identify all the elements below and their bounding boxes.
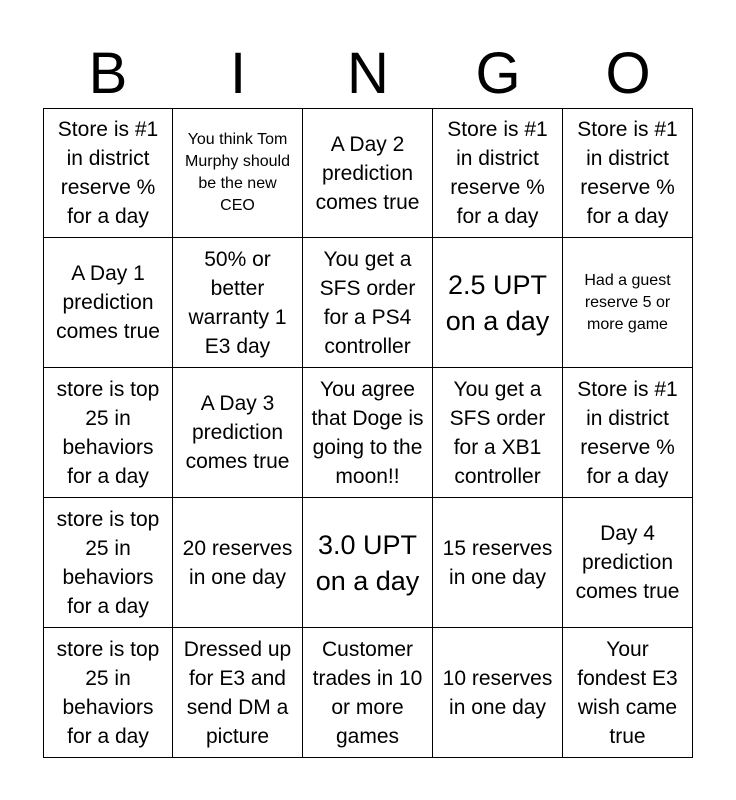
bingo-cell-r2-c3[interactable]: You get a SFS order for a PS4 controller — [303, 238, 433, 368]
bingo-cell-r3-c2[interactable]: A Day 3 prediction comes true — [173, 368, 303, 498]
bingo-cell-r1-c1[interactable]: Store is #1 in district reserve % for a day — [43, 108, 173, 238]
bingo-cell-r4-c5[interactable]: Day 4 prediction comes true — [563, 498, 693, 628]
bingo-board — [43, 108, 693, 758]
bingo-cell-r2-c1[interactable]: A Day 1 prediction comes true — [43, 238, 173, 368]
bingo-cell-r1-c4[interactable]: Store is #1 in district reserve % for a day — [433, 108, 563, 238]
bingo-cell-r4-c2[interactable]: 20 reserves in one day — [173, 498, 303, 628]
bingo-cell-r4-c4[interactable]: 15 reserves in one day — [433, 498, 563, 628]
bingo-cell-r5-c3[interactable]: Customer trades in 10 or more games — [303, 628, 433, 758]
header-letter-n: N — [347, 41, 389, 106]
bingo-cell-r3-c3[interactable]: You agree that Doge is going to the moon!! — [303, 368, 433, 498]
bingo-cell-r3-c4[interactable]: You get a SFS order for a XB1 controller — [433, 368, 563, 498]
bingo-cell-r2-c4[interactable]: 2.5 UPT on a day — [433, 238, 563, 368]
bingo-cell-r1-c5[interactable]: Store is #1 in district reserve % for a day — [563, 108, 693, 238]
bingo-cell-r5-c5[interactable]: Your fondest E3 wish came true — [563, 628, 693, 758]
bingo-cell-r5-c2[interactable]: Dressed up for E3 and send DM a picture — [173, 628, 303, 758]
bingo-header — [43, 40, 693, 108]
bingo-cell-r5-c4[interactable]: 10 reserves in one day — [433, 628, 563, 758]
bingo-cell-r1-c2[interactable]: You think Tom Murphy should be the new CEO — [173, 108, 303, 238]
bingo-cell-r4-c1[interactable]: store is top 25 in behaviors for a day — [43, 498, 173, 628]
header-letter-i: I — [229, 41, 247, 106]
bingo-cell-r1-c3[interactable]: A Day 2 prediction comes true — [303, 108, 433, 238]
header-letter-b: B — [88, 41, 128, 106]
bingo-cell-r2-c2[interactable]: 50% or better warranty 1 E3 day — [173, 238, 303, 368]
bingo-cell-r4-c3[interactable]: 3.0 UPT on a day — [303, 498, 433, 628]
bingo-cell-r3-c1[interactable]: store is top 25 in behaviors for a day — [43, 368, 173, 498]
bingo-cell-r3-c5[interactable]: Store is #1 in district reserve % for a day — [563, 368, 693, 498]
header-letter-o: O — [605, 41, 651, 106]
header-letter-g: G — [475, 41, 521, 106]
bingo-cell-r5-c1[interactable]: store is top 25 in behaviors for a day — [43, 628, 173, 758]
bingo-cell-r2-c5[interactable]: Had a guest reserve 5 or more game — [563, 238, 693, 368]
